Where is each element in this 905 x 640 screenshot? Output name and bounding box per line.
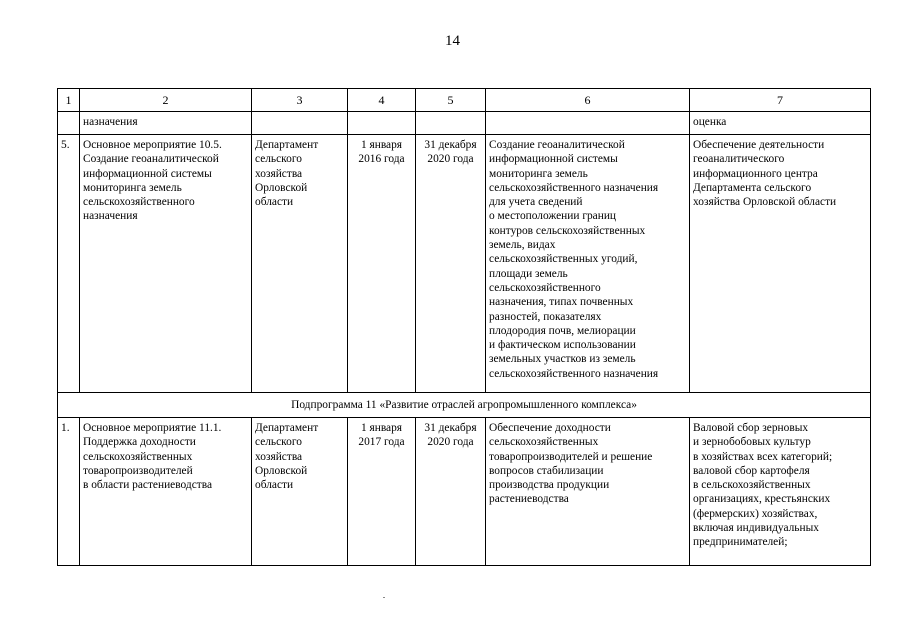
continuation-row	[58, 112, 871, 135]
subprogram-title: Подпрограмма 11 «Развитие отраслей агропромышленного комплекса»	[58, 393, 871, 418]
table-cell	[416, 112, 486, 135]
table-row-activity-10-5	[58, 135, 871, 393]
column-header: 1	[58, 89, 80, 112]
expected-result: Обеспечение доходности сельскохозяйственных товаропроизводителей и решение вопросов стабилизации производства продукции растениеводства	[486, 418, 690, 566]
column-header: 4	[348, 89, 416, 112]
table-cell	[486, 112, 690, 135]
scan-speck	[383, 597, 385, 598]
row-number: 1.	[58, 418, 80, 566]
table-cell: назначения	[80, 112, 252, 135]
expected-result: Создание геоаналитической информационной системы мониторинга земель сельскохозяйственного назначения для учета сведений о местоположении границ контуров сельскохозяйственных земель, видах сельскохозяйственных угодий, площади земель сельскохозяйственного назначения, типах почвенных разностей, показателях плодородия почв, мелиорации и фактическом использовании земельных участков из земель сельскохозяйственного назначения	[486, 135, 690, 393]
indicator: Обеспечение деятельности геоаналитического информационного центра Департамента сельского хозяйства Орловской области	[690, 135, 871, 393]
activity-name: Основное мероприятие 10.5. Создание геоаналитической информационной системы мониторинга земель сельскохозяйственного назначения	[80, 135, 252, 393]
column-number-row	[58, 89, 871, 112]
start-date: 1 января 2016 года	[348, 135, 416, 393]
column-header: 5	[416, 89, 486, 112]
table-row-activity-11-1	[58, 418, 871, 566]
subprogram-heading-row	[58, 393, 871, 418]
end-date: 31 декабря 2020 года	[416, 418, 486, 566]
table-cell: оценка	[690, 112, 871, 135]
table-cell	[58, 112, 80, 135]
start-date: 1 января 2017 года	[348, 418, 416, 566]
table-cell	[252, 112, 348, 135]
column-header: 6	[486, 89, 690, 112]
column-header: 3	[252, 89, 348, 112]
row-number: 5.	[58, 135, 80, 393]
table-cell	[348, 112, 416, 135]
page-number: 14	[445, 33, 460, 49]
executor: Департамент сельского хозяйства Орловской области	[252, 418, 348, 566]
column-header: 7	[690, 89, 871, 112]
activity-name: Основное мероприятие 11.1. Поддержка доходности сельскохозяйственных товаропроизводителей в области растениеводства	[80, 418, 252, 566]
program-table	[57, 88, 871, 566]
end-date: 31 декабря 2020 года	[416, 135, 486, 393]
executor: Департамент сельского хозяйства Орловской области	[252, 135, 348, 393]
indicator: Валовой сбор зерновых и зернобобовых культур в хозяйствах всех категорий; валовой сбор картофеля в сельскохозяйственных организациях, крестьянских (фермерских) хозяйствах, включая индивидуальных предпринимателей;	[690, 418, 871, 566]
column-header: 2	[80, 89, 252, 112]
